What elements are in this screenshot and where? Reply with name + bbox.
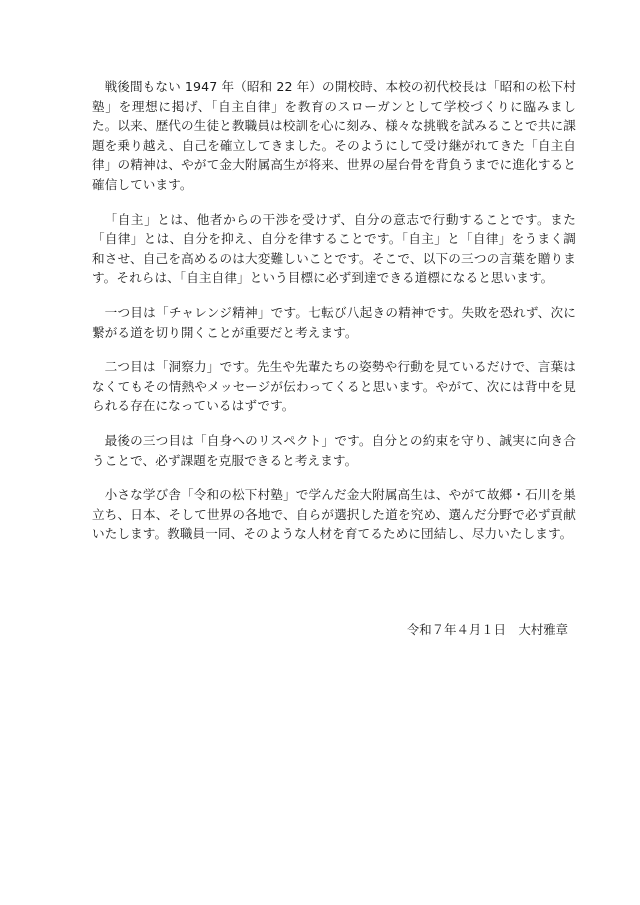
paragraph-3: 一つ目は「チャレンジ精神」です。七転び八起きの精神です。失敗を恐れず、次に繋がる道を切り開くことが重要だと考えます。 (92, 304, 576, 340)
paragraph-2: 「自主」とは、他者からの干渉を受けず、自分の意志で行動することです。また「自律」とは、自分を抑え、自分を律することです。「自主」と「自律」をうまく調和させ、自己を高めるのは大変難しいことです。そこで、以下の三つの言葉を贈ります。それらは、「自主自律」という目標に必ず到達できる道標になると思います。 (92, 211, 576, 286)
paragraph-1: 戦後間もない 1947 年（昭和 22 年）の開校時、本校の初代校長は「昭和の松下村塾」を理想に掲げ、「自主自律」を教育のスローガンとして学校づくりに臨みました。以来、歴代の生徒と教職員は校訓を心に刻み、様々な挑戦を試みることで共に課題を乗り越え、自己を確立してきました。そのようにして受け継がれてきた「自主自律」の精神は、やがて金大附属高生が将来、世界の屋台骨を背負うまでに進化すると確信しています。 (92, 79, 576, 192)
letter-body (92, 77, 576, 559)
paragraph-5: 最後の三つ目は「自身へのリスペクト」です。自分との約束を守り、誠実に向き合うことで、必ず課題を克服できると考えます。 (92, 432, 576, 468)
signature-date-author: 令和７年４月１日 大村雅章 (406, 622, 568, 637)
paragraph-6: 小さな学び舎「令和の松下村塾」で学んだ金大附属高生は、やがて故郷・石川を巣立ち、日本、そして世界の各地で、自らが選択した道を究め、選んだ分野で必ず貢献いたします。教職員一同、そのような人材を育てるために団結し、尽力いたします。 (92, 487, 576, 542)
paragraph-4: 二つ目は「洞察力」です。先生や先輩たちの姿勢や行動を見ているだけで、言葉はなくてもその情熱やメッセージが伝わってくると思います。やがて、次には背中を見られる存在になっているはずです。 (92, 359, 576, 414)
